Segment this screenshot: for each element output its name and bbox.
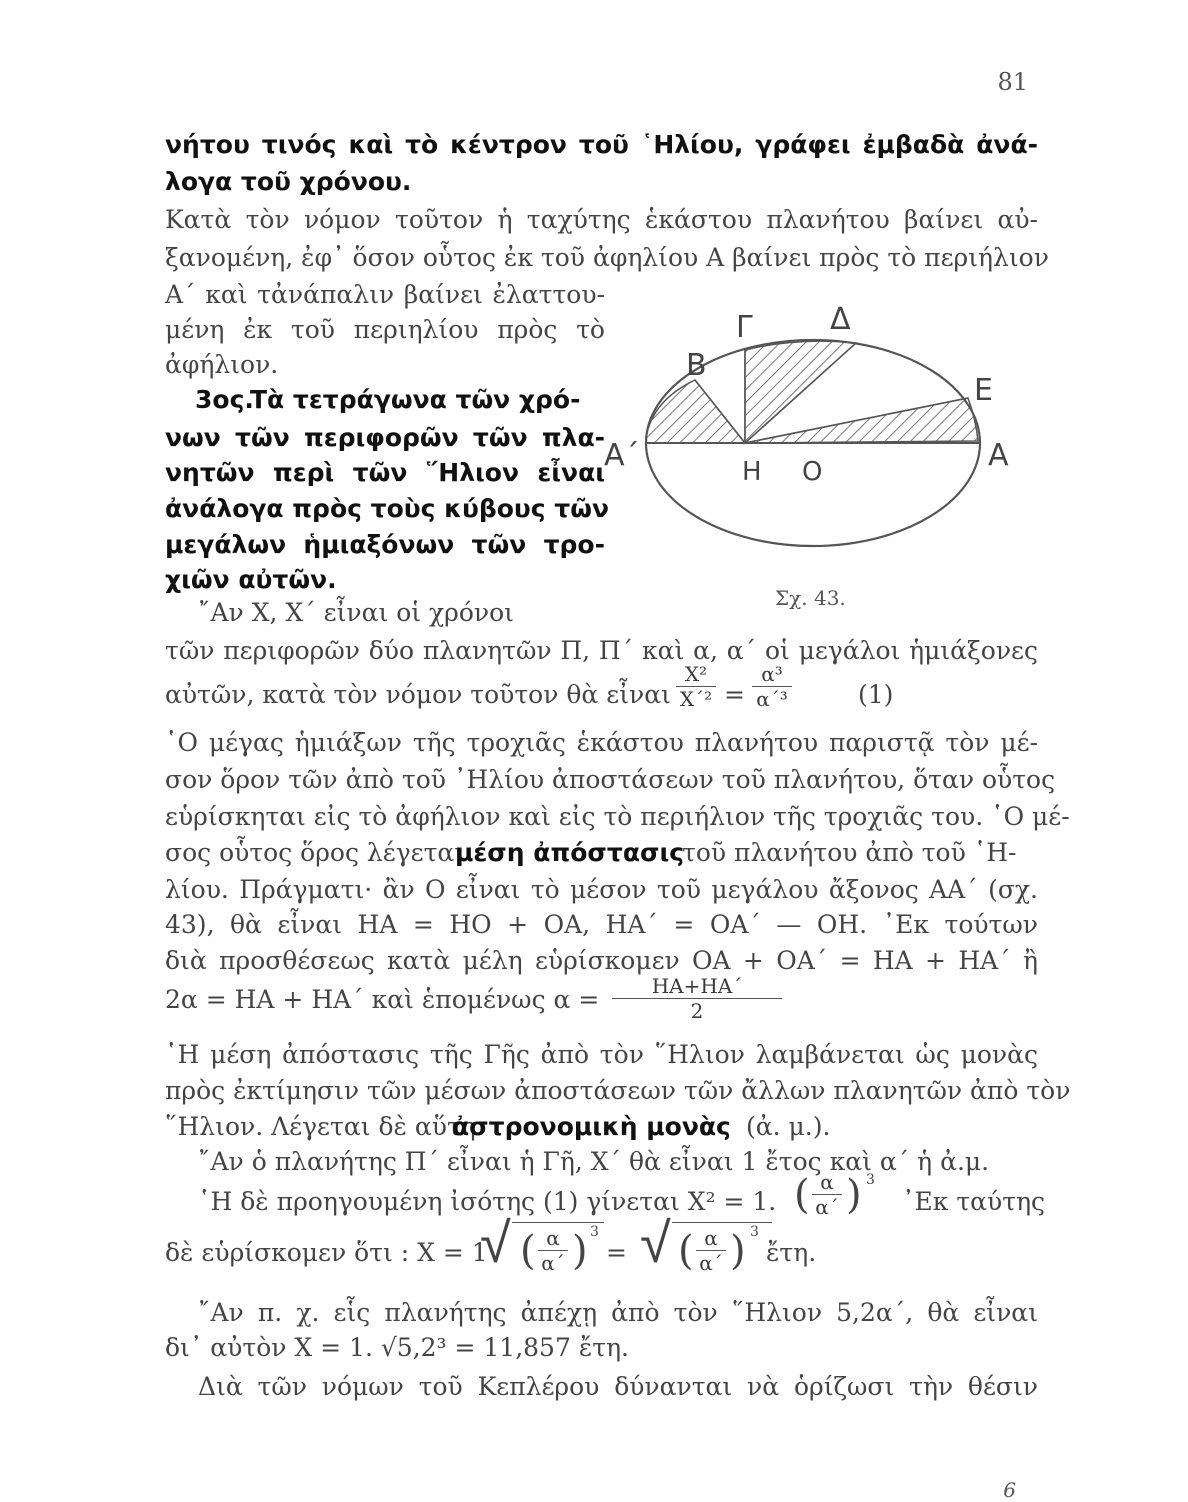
line-6: μένη ἐκ τοῦ περιηλίου πρὸς τὸ	[165, 315, 605, 344]
line-26: πρὸς ἐκτίμησιν τῶν μέσων ἀποστάσεων τῶν ἄλλων πλανητῶν ἀπὸ τὸν	[165, 1076, 1071, 1105]
term-astronomical-unit: ἀστρονομικὴ μονὰς	[452, 1112, 731, 1141]
line-10: νητῶν περὶ τῶν ῞Ηλιον εἶναι	[165, 458, 605, 487]
fraction-sqrt-2	[696, 1228, 726, 1273]
sqrt-sign-1: √	[480, 1211, 511, 1276]
line-19: εὑρίσκηται εἰς τὸ ἀφήλιον καὶ εἰς τὸ περιήλιον τῆς τροχιᾶς του. ῾Ο μέ-	[165, 802, 1070, 831]
line-8: Τὰ τετράγωνα τῶν χρό-	[250, 385, 581, 414]
line-22: 43), θὰ εἶναι ΗΑ = ΗΟ + ΟΑ, ΗΑ΄ = ΟΑ΄ — ΟΗ. ᾽Εκ τούτων	[165, 910, 1038, 939]
sqrt-bar-1	[512, 1222, 604, 1223]
line-13: χιῶν αὐτῶν.	[165, 565, 337, 594]
paren-open: (	[794, 1172, 810, 1218]
line-18: σον ὅρον τῶν ἀπὸ τοῦ ᾽Ηλίου ἀποστάσεων τοῦ πλανήτου, ὅταν οὗτος	[165, 765, 1056, 794]
line-25: ῾Η μέση ἀπόστασις τῆς Γῆς ἀπὸ τὸν ῞Ηλιον λαμβάνεται ὡς μονὰς	[165, 1040, 1038, 1069]
sqrt-bar-2	[672, 1222, 772, 1223]
sqrt1-num: α	[546, 1226, 560, 1250]
line-29a: ῾Η δὲ προηγουμένη ἰσότης (1) γίνεται Χ² = 1.	[198, 1187, 777, 1216]
line-27a: ῞Ηλιον. Λέγεται δὲ αὕτη	[165, 1112, 476, 1141]
line-1: νήτου τινός καὶ τὸ κέντρον τοῦ ῾Ηλίου, γράφει ἐμβαδὰ ἀνά-	[165, 130, 1038, 159]
label-delta: Δ	[830, 302, 851, 337]
sqrt1-den: α΄	[541, 1251, 565, 1275]
line-7: ἀφήλιον.	[165, 350, 279, 379]
line-30a: δὲ εὑρίσκομεν ὅτι : Χ = 1	[165, 1238, 488, 1267]
line-20c: τοῦ πλανήτου ἀπὸ τοῦ ῾Η-	[682, 838, 1017, 867]
label-e: Ε	[974, 373, 993, 408]
equals-sign-2: =	[606, 1238, 627, 1267]
label-o: Ο	[802, 457, 823, 487]
footer-number: 6	[1003, 1478, 1016, 1502]
sum-ha: ΗΑ+ΗΑ΄	[651, 974, 743, 998]
line-12: μεγάλων ἡμιαξόνων τῶν τρο-	[165, 530, 605, 559]
line-14: ῎Αν Χ, Χ΄ εἶναι οἱ χρόνοι	[198, 598, 514, 627]
line-16: αὐτῶν, κατὰ τὸν νόμον τοῦτον θὰ εἶναι	[165, 680, 671, 709]
line-9: νων τῶν περιφορῶν τῶν πλα-	[165, 423, 605, 452]
equals-sign: =	[724, 680, 745, 709]
line-29b: ᾽Εκ ταύτης	[902, 1187, 1046, 1216]
figure-caption: Σχ. 43.	[775, 586, 846, 610]
paren-close-3: )	[730, 1228, 746, 1274]
line-33: Διὰ τῶν νόμων τοῦ Κεπλέρου δύνανται νὰ ὁρίζωσι τὴν θέσιν	[198, 1372, 1038, 1401]
label-gamma: Γ	[736, 310, 753, 345]
line-30b: ἔτη.	[766, 1238, 817, 1267]
line-28: ῎Αν ὁ πλανήτης Π΄ εἶναι ἡ Γῆ, Χ΄ θὰ εἶναι 1 ἔτος καὶ α΄ ἡ ἀ.μ.	[198, 1147, 990, 1176]
label-a-prime: Α΄	[604, 438, 640, 473]
equation-number: (1)	[858, 680, 894, 709]
sector-ab	[646, 380, 745, 443]
line-11: ἀνάλογα πρὸς τοὺς κύβους τῶν	[165, 494, 610, 523]
line-21: λίου. Πράγματι· ἂν Ο εἶναι τὸ μέσον τοῦ μεγάλου ἄξονος ΑΑ΄ (σχ.	[165, 875, 1038, 904]
a-prime-cubed: α΄³	[756, 687, 788, 711]
x-prime-squared: Χ΄²	[679, 687, 713, 711]
paren-open-3: (	[678, 1228, 694, 1274]
paren-close: )	[846, 1172, 862, 1218]
line-5: Α΄ καὶ τἀνάπαλιν βαίνει ἐλαττου-	[165, 280, 605, 309]
label-a: Α	[988, 438, 1009, 473]
line-32: δι᾽ αὐτὸν Χ = 1. √5,2³ = 11,857 ἔτη.	[165, 1333, 629, 1362]
line-20a: σος οὗτος ὅρος λέγεται	[165, 838, 465, 867]
a-prime-den: α΄	[815, 1195, 839, 1219]
sqrt-sign-2: √	[640, 1211, 671, 1276]
x-squared: Χ²	[684, 662, 708, 686]
two: 2	[690, 999, 704, 1023]
fraction-a-over-a-prime	[812, 1172, 842, 1217]
line-15: τῶν περιφορῶν δύο πλανητῶν Π, Π΄ καὶ α, α΄ οἱ μεγάλοι ἡμιάξονες	[165, 636, 1038, 665]
line-17: ῾Ο μέγας ἡμιάξων τῆς τροχιᾶς ἑκάστου πλανήτου παριστᾷ τὸν μέ-	[165, 728, 1038, 757]
line-24a: 2α = ΗΑ + ΗΑ΄ καὶ ἑπομένως α =	[165, 985, 600, 1014]
a-num: α	[820, 1170, 834, 1194]
line-27c: (ἀ. μ.).	[746, 1112, 831, 1141]
fraction-mean-axis	[612, 976, 782, 1021]
fraction-x-ratio	[676, 664, 716, 709]
sqrt2-num: α	[704, 1226, 718, 1250]
label-b: Β	[686, 348, 707, 383]
line-4: ξανομένη, ἐφ᾽ ὅσον οὗτος ἐκ τοῦ ἀφηλίου Α βαίνει πρὸς τὸ περιήλιον	[165, 243, 1049, 272]
line-31: ῎Αν π. χ. εἷς πλανήτης ἀπέχῃ ἀπὸ τὸν ῞Ηλιον 5,2α΄, θὰ εἶναι	[198, 1298, 1038, 1327]
sqrt2-den: α΄	[699, 1251, 723, 1275]
exponent-3c: 3	[750, 1224, 759, 1240]
ellipse-orbit-figure	[598, 295, 1038, 615]
paren-open-2: (	[520, 1228, 536, 1274]
a-cubed: α³	[761, 662, 783, 686]
line-2: λογα τοῦ χρόνου.	[165, 167, 412, 196]
law-3-number: 3ος.	[195, 385, 254, 414]
line-23: διὰ προσθέσεως κατὰ μέλη εὑρίσκομεν ΟΑ + ΟΑ΄ = ΗΑ + ΗΑ΄ ἢ	[165, 946, 1038, 975]
line-3: Κατὰ τὸν νόμον τοῦτον ἡ ταχύτης ἑκάστου πλανήτου βαίνει αὐ-	[165, 205, 1038, 234]
page-number: 81	[997, 68, 1028, 96]
label-h: Η	[742, 457, 762, 487]
paren-close-2: )	[572, 1228, 588, 1274]
exponent-3b: 3	[590, 1224, 599, 1240]
fraction-a-ratio	[752, 664, 792, 709]
term-mean-distance: μέση ἀπόστασις	[455, 838, 685, 867]
fraction-sqrt-1	[538, 1228, 568, 1273]
exponent-3: 3	[866, 1172, 875, 1188]
